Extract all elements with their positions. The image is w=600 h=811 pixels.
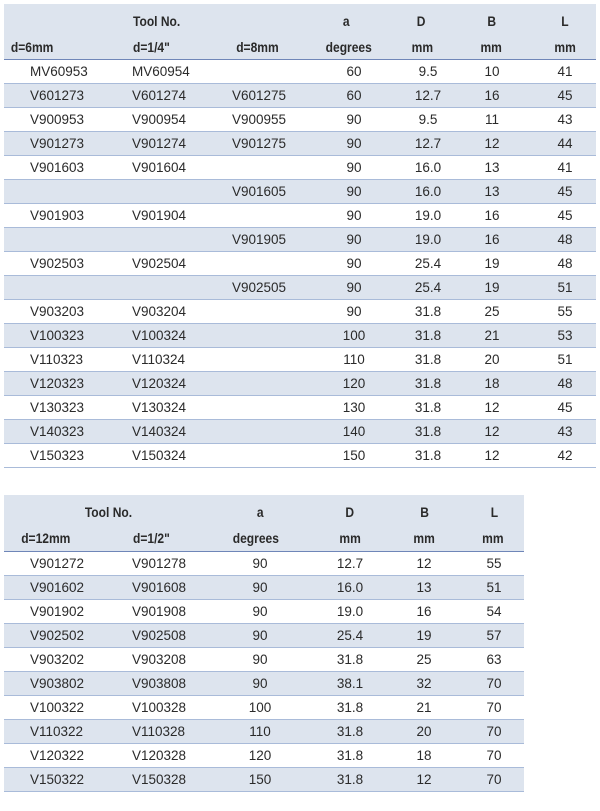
cell-tool-d12mm: V110322 bbox=[30, 724, 84, 739]
table-row bbox=[4, 624, 524, 648]
tool-table-1 bbox=[4, 4, 596, 468]
cell-D: 31.8 bbox=[414, 400, 442, 415]
cell-tool-d12mm: V902502 bbox=[30, 628, 85, 643]
header-D: D bbox=[416, 13, 426, 29]
cell-L: 48 bbox=[557, 376, 573, 391]
cell-L: 70 bbox=[486, 724, 502, 739]
cell-B: 13 bbox=[484, 160, 500, 175]
cell-tool-d6mm: V140323 bbox=[30, 424, 85, 439]
cell-D: 16.0 bbox=[336, 580, 364, 595]
header-L: L bbox=[490, 504, 499, 520]
cell-tool-d6mm: V901273 bbox=[30, 136, 85, 151]
cell-B: 19 bbox=[416, 628, 432, 643]
cell-tool-d6mm: V601273 bbox=[30, 88, 85, 103]
cell-angle: 90 bbox=[346, 136, 362, 151]
cell-tool-d6mm: MV60953 bbox=[30, 64, 88, 79]
header-tool-no: Tool No. bbox=[133, 13, 181, 29]
tool-table-2 bbox=[4, 495, 524, 792]
cell-tool-d8mm: V901905 bbox=[232, 232, 287, 247]
table-row bbox=[4, 204, 596, 228]
table-row bbox=[4, 696, 524, 720]
cell-tool-d14in: V901904 bbox=[132, 208, 187, 223]
cell-angle: 90 bbox=[346, 112, 362, 127]
cell-tool-d14in: V150324 bbox=[132, 448, 187, 463]
cell-tool-d14in: V900954 bbox=[132, 112, 187, 127]
cell-tool-d8mm: V901605 bbox=[232, 184, 287, 199]
cell-D: 12.7 bbox=[414, 88, 442, 103]
cell-tool-d14in: V100324 bbox=[132, 328, 187, 343]
cell-D: 9.5 bbox=[418, 112, 438, 127]
table-row bbox=[4, 108, 596, 132]
header-degrees: degrees bbox=[325, 39, 372, 55]
cell-B: 16 bbox=[416, 604, 432, 619]
cell-B: 16 bbox=[484, 232, 500, 247]
cell-tool-d14in: V120324 bbox=[132, 376, 187, 391]
header-degrees: degrees bbox=[232, 530, 279, 546]
cell-L: 55 bbox=[486, 556, 502, 571]
cell-tool-d14in: V601274 bbox=[132, 88, 187, 103]
header-d14in: d=1/4" bbox=[133, 39, 170, 55]
table-row bbox=[4, 372, 596, 396]
cell-D: 31.8 bbox=[414, 376, 442, 391]
cell-tool-d12mm: V100322 bbox=[30, 700, 85, 715]
cell-L: 45 bbox=[557, 400, 573, 415]
cell-tool-d6mm: V110323 bbox=[30, 352, 84, 367]
cell-L: 43 bbox=[557, 424, 573, 439]
cell-B: 12 bbox=[416, 772, 432, 787]
cell-tool-d14in: V901274 bbox=[132, 136, 187, 151]
table-1-header-top-line bbox=[4, 10, 569, 32]
header-mm-D: mm bbox=[411, 39, 434, 55]
cell-L: 51 bbox=[557, 280, 573, 295]
cell-tool-d12in: V901908 bbox=[132, 604, 187, 619]
cell-L: 70 bbox=[486, 772, 502, 787]
table-row bbox=[4, 60, 596, 84]
cell-angle: 90 bbox=[252, 556, 268, 571]
cell-tool-d6mm: V120323 bbox=[30, 376, 85, 391]
header-tool-no: Tool No. bbox=[84, 504, 133, 520]
cell-tool-d8mm: V601275 bbox=[232, 88, 287, 103]
cell-angle: 110 bbox=[343, 352, 365, 367]
cell-L: 45 bbox=[557, 208, 573, 223]
header-mm-L: mm bbox=[554, 39, 576, 55]
cell-tool-d14in: V130324 bbox=[132, 400, 187, 415]
table-row bbox=[4, 228, 596, 252]
cell-tool-d6mm: V100323 bbox=[30, 328, 85, 343]
cell-tool-d14in: MV60954 bbox=[132, 64, 190, 79]
cell-tool-d6mm: V903203 bbox=[30, 304, 85, 319]
cell-B: 13 bbox=[416, 580, 432, 595]
cell-D: 19.0 bbox=[414, 232, 442, 247]
cell-angle: 150 bbox=[248, 772, 272, 787]
cell-tool-d6mm: V902503 bbox=[30, 256, 85, 271]
cell-B: 12 bbox=[416, 556, 432, 571]
cell-L: 44 bbox=[557, 136, 573, 151]
cell-tool-d6mm: V901903 bbox=[30, 208, 85, 223]
cell-D: 16.0 bbox=[414, 184, 442, 199]
table-row bbox=[4, 552, 524, 576]
cell-L: 70 bbox=[486, 748, 502, 763]
cell-B: 10 bbox=[484, 64, 500, 79]
cell-B: 20 bbox=[484, 352, 500, 367]
table-2-body bbox=[4, 552, 524, 792]
table-1-body bbox=[4, 60, 596, 468]
cell-L: 48 bbox=[557, 232, 573, 247]
cell-angle: 90 bbox=[346, 256, 362, 271]
cell-L: 41 bbox=[557, 160, 573, 175]
cell-D: 31.8 bbox=[414, 328, 442, 343]
cell-L: 45 bbox=[557, 88, 573, 103]
cell-tool-d12in: V120328 bbox=[132, 748, 187, 763]
header-d6mm: d=6mm bbox=[10, 39, 54, 55]
cell-tool-d8mm: V900955 bbox=[232, 112, 287, 127]
table-1-header bbox=[4, 4, 596, 60]
table-row bbox=[4, 396, 596, 420]
cell-B: 18 bbox=[484, 376, 500, 391]
table-2-header-top-line bbox=[4, 501, 499, 523]
cell-D: 25.4 bbox=[336, 628, 364, 643]
cell-B: 16 bbox=[484, 208, 500, 223]
cell-angle: 150 bbox=[342, 448, 366, 463]
header-a: a bbox=[256, 504, 264, 520]
cell-tool-d12mm: V901272 bbox=[30, 556, 85, 571]
table-row bbox=[4, 648, 524, 672]
table-row bbox=[4, 156, 596, 180]
table-1-header-bottom-line bbox=[4, 36, 576, 58]
cell-tool-d12in: V150328 bbox=[132, 772, 187, 787]
cell-tool-d14in: V903204 bbox=[132, 304, 187, 319]
cell-angle: 90 bbox=[346, 304, 362, 319]
cell-L: 63 bbox=[486, 652, 502, 667]
cell-tool-d12mm: V120322 bbox=[30, 748, 85, 763]
table-row bbox=[4, 576, 524, 600]
cell-B: 12 bbox=[484, 424, 500, 439]
header-mm-L: mm bbox=[482, 530, 504, 546]
cell-angle: 120 bbox=[342, 376, 366, 391]
cell-D: 31.8 bbox=[336, 652, 364, 667]
cell-L: 42 bbox=[557, 448, 573, 463]
table-row bbox=[4, 720, 524, 744]
cell-L: 54 bbox=[486, 604, 502, 619]
cell-tool-d14in: V110324 bbox=[132, 352, 186, 367]
cell-D: 31.8 bbox=[336, 724, 364, 739]
cell-angle: 60 bbox=[346, 88, 362, 103]
cell-angle: 110 bbox=[249, 724, 271, 739]
cell-D: 12.7 bbox=[414, 136, 442, 151]
cell-B: 25 bbox=[484, 304, 500, 319]
cell-L: 70 bbox=[486, 700, 502, 715]
cell-D: 16.0 bbox=[414, 160, 442, 175]
cell-B: 12 bbox=[484, 136, 500, 151]
cell-L: 51 bbox=[557, 352, 573, 367]
table-row bbox=[4, 252, 596, 276]
table-2-header-bottom-line bbox=[4, 527, 504, 549]
cell-L: 43 bbox=[557, 112, 573, 127]
cell-B: 12 bbox=[484, 448, 500, 463]
cell-tool-d12in: V100328 bbox=[132, 700, 187, 715]
cell-B: 25 bbox=[416, 652, 432, 667]
cell-B: 21 bbox=[416, 700, 432, 715]
cell-tool-d12in: V901278 bbox=[132, 556, 187, 571]
cell-D: 31.8 bbox=[414, 424, 442, 439]
table-row bbox=[4, 324, 596, 348]
cell-angle: 90 bbox=[252, 676, 268, 691]
cell-tool-d6mm: V901603 bbox=[30, 160, 85, 175]
cell-D: 31.8 bbox=[414, 304, 442, 319]
table-row bbox=[4, 180, 596, 204]
cell-angle: 90 bbox=[252, 628, 268, 643]
cell-D: 38.1 bbox=[336, 676, 364, 691]
cell-angle: 90 bbox=[346, 208, 362, 223]
cell-tool-d12in: V902508 bbox=[132, 628, 187, 643]
cell-angle: 90 bbox=[346, 232, 362, 247]
header-B: B bbox=[487, 13, 497, 29]
cell-tool-d6mm: V130323 bbox=[30, 400, 85, 415]
header-mm-B: mm bbox=[413, 530, 435, 546]
cell-D: 31.8 bbox=[336, 748, 364, 763]
header-L: L bbox=[561, 13, 569, 29]
cell-D: 19.0 bbox=[336, 604, 364, 619]
header-D: D bbox=[345, 504, 355, 520]
cell-D: 31.8 bbox=[336, 700, 364, 715]
table-row bbox=[4, 768, 524, 792]
cell-tool-d8mm: V902505 bbox=[232, 280, 287, 295]
cell-angle: 90 bbox=[346, 280, 362, 295]
cell-tool-d12mm: V150322 bbox=[30, 772, 85, 787]
header-mm-D: mm bbox=[339, 530, 361, 546]
cell-angle: 120 bbox=[248, 748, 272, 763]
header-d12in: d=1/2" bbox=[133, 530, 170, 546]
cell-tool-d12in: V901608 bbox=[132, 580, 187, 595]
cell-tool-d12in: V903808 bbox=[132, 676, 187, 691]
cell-D: 31.8 bbox=[336, 772, 364, 787]
cell-tool-d8mm: V901275 bbox=[232, 136, 287, 151]
cell-B: 12 bbox=[484, 400, 500, 415]
cell-L: 53 bbox=[557, 328, 573, 343]
cell-tool-d12mm: V903202 bbox=[30, 652, 85, 667]
table-row bbox=[4, 744, 524, 768]
header-mm-B: mm bbox=[480, 39, 502, 55]
cell-angle: 100 bbox=[248, 700, 272, 715]
cell-angle: 60 bbox=[346, 64, 362, 79]
table-row bbox=[4, 276, 596, 300]
cell-B: 21 bbox=[484, 328, 500, 343]
cell-tool-d14in: V901604 bbox=[132, 160, 187, 175]
table-row bbox=[4, 444, 596, 468]
cell-angle: 100 bbox=[342, 328, 366, 343]
cell-B: 19 bbox=[484, 256, 500, 271]
cell-B: 16 bbox=[484, 88, 500, 103]
header-d12mm: d=12mm bbox=[21, 530, 71, 546]
cell-tool-d12mm: V901602 bbox=[30, 580, 85, 595]
cell-angle: 140 bbox=[342, 424, 366, 439]
cell-L: 55 bbox=[557, 304, 573, 319]
cell-B: 11 bbox=[484, 112, 499, 127]
cell-angle: 130 bbox=[342, 400, 366, 415]
cell-L: 45 bbox=[557, 184, 573, 199]
cell-D: 9.5 bbox=[418, 64, 438, 79]
cell-D: 12.7 bbox=[336, 556, 364, 571]
table-row bbox=[4, 348, 596, 372]
cell-tool-d6mm: V900953 bbox=[30, 112, 85, 127]
header-B: B bbox=[420, 504, 429, 520]
cell-angle: 90 bbox=[346, 160, 362, 175]
cell-tool-d12mm: V901902 bbox=[30, 604, 85, 619]
cell-tool-d14in: V902504 bbox=[132, 256, 187, 271]
cell-angle: 90 bbox=[252, 604, 268, 619]
cell-L: 57 bbox=[486, 628, 502, 643]
cell-L: 70 bbox=[486, 676, 502, 691]
cell-tool-d14in: V140324 bbox=[132, 424, 187, 439]
cell-D: 25.4 bbox=[414, 280, 442, 295]
cell-B: 13 bbox=[484, 184, 500, 199]
cell-tool-d6mm: V150323 bbox=[30, 448, 85, 463]
cell-tool-d12mm: V903802 bbox=[30, 676, 85, 691]
cell-angle: 90 bbox=[252, 580, 268, 595]
cell-L: 51 bbox=[486, 580, 502, 595]
cell-B: 32 bbox=[416, 676, 432, 691]
table-row bbox=[4, 672, 524, 696]
cell-D: 19.0 bbox=[414, 208, 442, 223]
cell-B: 20 bbox=[416, 724, 432, 739]
table-row bbox=[4, 300, 596, 324]
cell-L: 41 bbox=[557, 64, 573, 79]
header-d8mm: d=8mm bbox=[236, 39, 279, 55]
table-row bbox=[4, 132, 596, 156]
cell-angle: 90 bbox=[346, 184, 362, 199]
table-row bbox=[4, 600, 524, 624]
header-a: a bbox=[342, 13, 350, 29]
table-row bbox=[4, 84, 596, 108]
cell-tool-d12in: V903208 bbox=[132, 652, 187, 667]
cell-L: 48 bbox=[557, 256, 573, 271]
cell-D: 31.8 bbox=[414, 352, 442, 367]
cell-D: 25.4 bbox=[414, 256, 442, 271]
cell-B: 19 bbox=[484, 280, 500, 295]
table-row bbox=[4, 420, 596, 444]
cell-tool-d12in: V110328 bbox=[132, 724, 186, 739]
cell-D: 31.8 bbox=[414, 448, 442, 463]
table-2-header bbox=[4, 495, 524, 552]
cell-angle: 90 bbox=[252, 652, 268, 667]
cell-B: 18 bbox=[416, 748, 432, 763]
